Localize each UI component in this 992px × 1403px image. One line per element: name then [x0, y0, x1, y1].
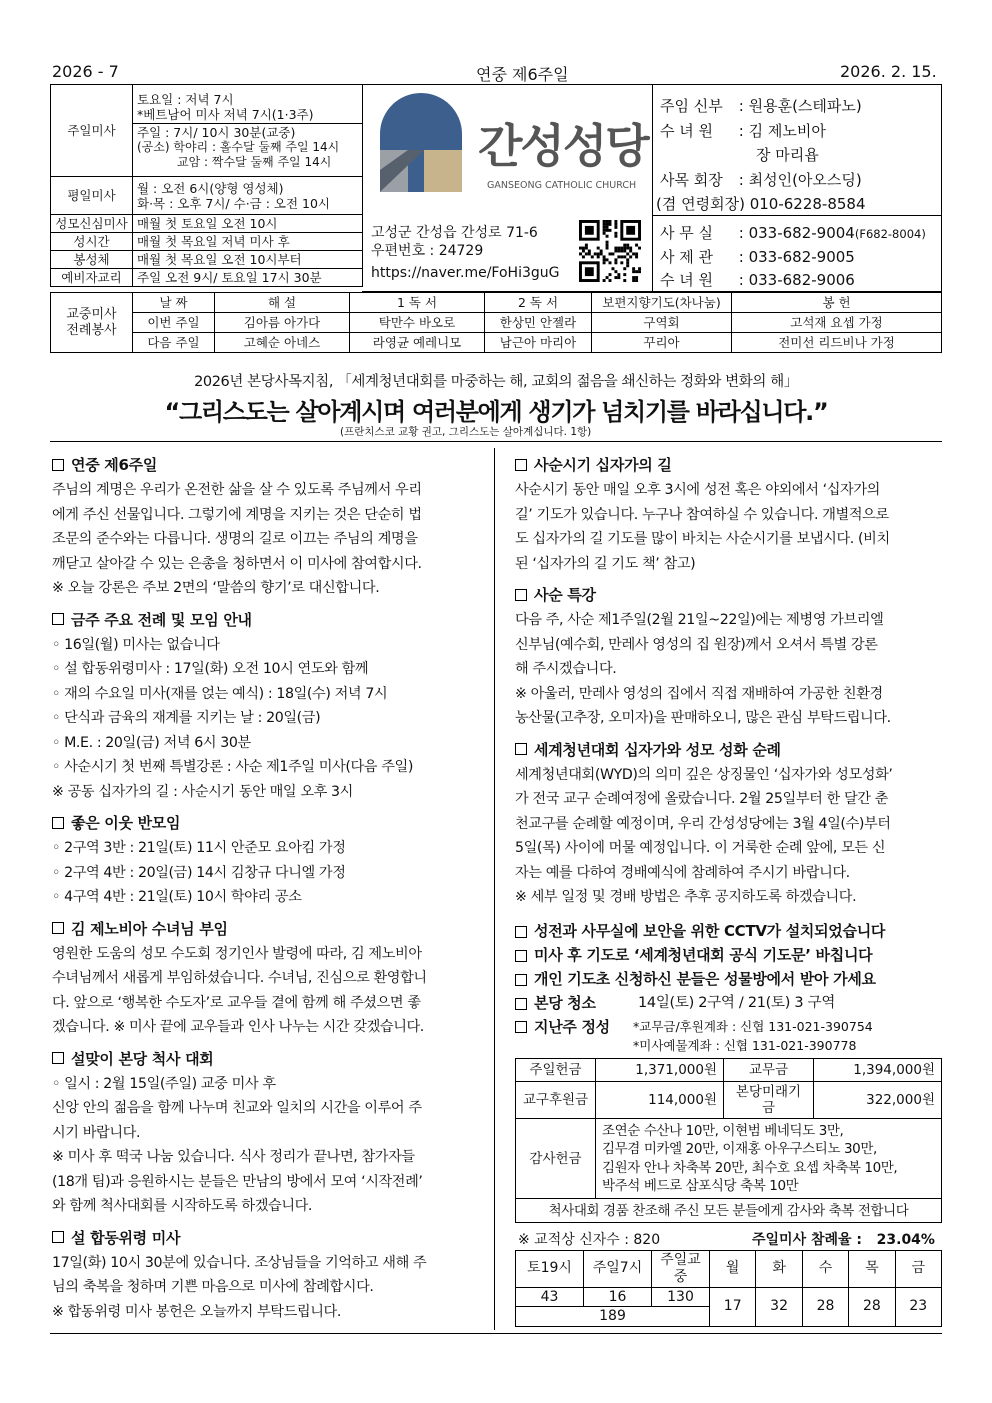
thanks-line: 조연순 수산나 10만, 이현범 베네딕도 3만, [602, 1122, 844, 1139]
qr-module [617, 276, 620, 279]
schedule-line: 월 : 오전 6시(양형 영성체) [137, 180, 284, 196]
checkbox-icon [515, 926, 527, 938]
staff-row: 주임 신부 : 원용훈(스테파노) [660, 97, 862, 115]
liturgy-header: 1 독 서 [350, 293, 485, 313]
body-line: 깨닫고 살아갈 수 있는 은총을 청하면서 이 미사에 참여합시다. [52, 555, 422, 572]
body-line: 겠습니다. ※ 미사 끝에 교우들과 인사 나누는 시간 갖겠습니다. [52, 1019, 424, 1035]
qr-module [614, 261, 617, 264]
liturgy-header: 보편지향기도(차나눔) [592, 293, 732, 313]
account-line: *교무금/후원계좌 : 신협 131-021-390754 [633, 1019, 873, 1034]
offering-cell: 322,000원 [814, 1082, 942, 1119]
notice-section [52, 918, 486, 1040]
attendance-value: 23 [895, 1287, 941, 1327]
qr-module [638, 247, 641, 250]
body-line: 자는 예를 다하여 경배예식에 참례하여 주시기 바랍니다. [515, 864, 850, 881]
schedule-line: 교암 : 짝수달 둘째 주일 14시 [177, 154, 332, 169]
body-line: 님의 축복을 청하며 기쁜 마음으로 미사에 참례합시다. [52, 1279, 374, 1295]
qr-module [600, 252, 603, 255]
qr-module [606, 258, 609, 261]
thanks-line: 박주석 베드로 삼포식당 축복 10만 [602, 1178, 799, 1195]
qr-module [626, 247, 629, 250]
body-line: ◦ 2구역 3반 : 21일(토) 11시 안준모 요아킴 가정 [52, 840, 346, 856]
attendance-value: 43 [516, 1287, 584, 1307]
body-line: 농산물(고추장, 오미자)을 판매하오니, 많은 관심 부탁드립니다. [515, 710, 891, 726]
body-line: 해 주시겠습니다. [515, 661, 617, 677]
qr-module [606, 244, 609, 247]
attendance-header: 토19시 [516, 1251, 584, 1288]
qr-module [609, 273, 612, 276]
cleaning-notice: 본당 청소 14일(토) 2구역 / 21(토) 3 구역 [515, 992, 942, 1015]
body-line: 다음 주, 사순 제1주일(2월 21일~22일)에는 제병영 가브리엘 [515, 612, 884, 628]
notice-item: 성전과 사무실에 보안을 위한 CCTV가 설치되었습니다 [515, 920, 942, 943]
attendance-value: 28 [802, 1287, 848, 1327]
body-line: 사순시기 동안 매일 오후 3시에 성전 혹은 야외에서 ‘십자가의 [515, 482, 880, 498]
thanks-line: 김원자 안나 차축복 20만, 최수호 요셉 차축복 10만, [602, 1159, 898, 1176]
qr-module [620, 255, 623, 258]
qr-module [614, 235, 617, 238]
body-line: 17일(화) 10시 30분에 있습니다. 조상님들을 기억하고 새해 주 [52, 1254, 427, 1271]
section-title: 사순시기 십자가의 길 [515, 454, 942, 475]
section-title: 김 제노비아 수녀님 부임 [52, 918, 486, 939]
qr-module [623, 247, 626, 250]
liturgy-cell: 라영균 예레니모 [350, 333, 485, 353]
qr-module [617, 250, 620, 253]
qr-module [629, 250, 632, 253]
qr-module [582, 255, 585, 258]
contact-row: 사 제 관 : 033-682-9005 [660, 248, 855, 266]
attendance-header: 주일교중 [652, 1251, 710, 1288]
qr-module [594, 252, 597, 255]
body-line: 에게 주신 선물입니다. 그렇기에 계명을 지키는 것은 단순히 법 [52, 506, 422, 523]
checkbox-icon [52, 1231, 64, 1243]
offering-cell: 1,371,000원 [596, 1059, 724, 1082]
schedule-label: 봉성체 [51, 251, 133, 269]
checkbox-icon [515, 998, 527, 1010]
church-url: https://naver.me/FoHi3guG [371, 265, 560, 281]
qr-module [606, 247, 609, 250]
notice-section [52, 1227, 486, 1325]
attendance-header: 월 [710, 1251, 756, 1288]
qr-module [609, 223, 612, 226]
qr-module [597, 255, 600, 258]
qr-module [609, 261, 612, 264]
qr-module [603, 279, 606, 282]
qr-module [606, 276, 609, 279]
liturgy-cell: 이번 주일 [133, 313, 215, 333]
qr-module [632, 252, 635, 255]
sunday-total: 189 [516, 1307, 710, 1327]
qr-module [585, 247, 588, 250]
liturgy-header: 봉 헌 [732, 293, 942, 313]
attendance-value: 130 [652, 1287, 710, 1307]
attendance-value: 28 [849, 1287, 895, 1327]
qr-module [614, 250, 617, 253]
staff-row: 사목 회장 : 최성인(아오스딩) [660, 170, 862, 189]
attendance-header: 목 [849, 1251, 895, 1288]
schedule-label: 예비자교리 [51, 269, 133, 287]
week-title: 연중 제6주일 [476, 65, 569, 84]
qr-module [623, 250, 626, 253]
liturgy-cell: 김아름 아가다 [215, 313, 350, 333]
notice-item: 미사 후 기도로 ‘세계청년대회 공식 기도문’ 바칩니다 [515, 944, 942, 967]
qr-module [635, 252, 638, 255]
body-line: ※ 미사 후 떡국 나눔 있습니다. 식사 정리가 끝나면, 참가자들 [52, 1149, 415, 1165]
qr-code [579, 220, 641, 282]
qr-module [626, 252, 629, 255]
qr-module [614, 223, 617, 226]
body-line: 신앙 안의 젊음을 함께 나누며 친교와 일치의 시간을 이루어 주 [52, 1100, 422, 1116]
qr-module [606, 223, 609, 226]
qr-module [626, 226, 635, 235]
liturgy-cell: 남근아 마리아 [485, 333, 592, 353]
qr-module [603, 220, 606, 223]
left-column [52, 454, 486, 1332]
qr-module [606, 226, 609, 229]
body-line: 가 전국 교구 순례여정에 올랐습니다. 2월 25일부터 한 달간 춘 [515, 791, 888, 807]
qr-module [603, 255, 606, 258]
qr-module [582, 247, 585, 250]
schedule-line: 매월 첫 목요일 오전 10시부터 [133, 251, 363, 269]
offering-cell: 1,394,000원 [814, 1059, 942, 1082]
notice-section [515, 454, 942, 576]
qr-module [626, 244, 629, 247]
qr-module [614, 276, 617, 279]
liturgy-label: 교중미사 전례봉사 [51, 293, 133, 353]
attendance-header: 화 [756, 1251, 802, 1288]
issue-number: 2026 - 7 [52, 62, 119, 81]
body-line: ※ 합동위령 미사 봉헌은 오늘까지 부탁드립니다. [52, 1303, 341, 1320]
schedule-line: 주일 : 7시/ 10시 30분(교중) [137, 125, 296, 141]
qr-module [638, 267, 641, 270]
offering-cell: 본당미래기금 [724, 1082, 814, 1119]
qr-module [623, 273, 626, 276]
body-line: ※ 오늘 강론은 주보 2면의 ‘말씀의 향기’로 대신합니다. [52, 580, 380, 596]
schedule-line: 화·목 : 오후 7시/ 수·금 : 오전 10시 [137, 195, 331, 211]
contact-list [660, 222, 926, 292]
top-rule [50, 441, 942, 442]
body-line: ◦ 16일(월) 미사는 없습니다 [52, 636, 220, 653]
body-line: 영원한 도움의 성모 수도회 정기인사 발령에 따라, 김 제노비아 [52, 945, 422, 962]
qr-module [617, 247, 620, 250]
qr-module [597, 247, 600, 250]
offering-cell: 교구후원금 [516, 1082, 596, 1119]
checkbox-icon [52, 922, 64, 934]
checkbox-icon [515, 743, 527, 755]
checkbox-icon [515, 950, 527, 962]
qr-module [585, 244, 588, 247]
body-line: 다. 앞으로 ‘행복한 수도자’로 교우들 곁에 함께 해 주셨으면 좋 [52, 994, 421, 1011]
liturgy-cell: 꾸리아 [592, 333, 732, 353]
body-line: ◦ 단식과 금육의 재계를 지키는 날 : 20일(금) [52, 710, 321, 726]
logo-tan-block [424, 150, 462, 192]
offering-cell: 114,000원 [596, 1082, 724, 1119]
checkbox-icon [52, 613, 64, 625]
bottom-rule [50, 1333, 942, 1334]
body-line: 신부님(예수회, 만레사 영성의 집 원장)께서 오셔서 특별 강론 [515, 636, 878, 653]
body-line: 와 함께 척사대회를 시작하도록 하겠습니다. [52, 1198, 313, 1214]
qr-module [635, 270, 638, 273]
body-line: ※ 아울러, 만레사 영성의 집에서 직접 재배하여 가공한 친환경 [515, 685, 883, 702]
right-column [515, 454, 942, 918]
body-line: 5일(목) 사이에 머물 예정입니다. 이 거룩한 순례 앞에, 모든 신 [515, 840, 886, 856]
schedule-line: (공소) 학야리 : 홀수달 둘째 주일 14시 [137, 140, 340, 155]
body-line: ◦ 일시 : 2월 15일(주일) 교중 미사 후 [52, 1075, 276, 1092]
staff-row: 수 녀 원 : 김 제노비아 [660, 121, 826, 140]
qr-module [606, 220, 609, 223]
schedule-table [50, 84, 363, 287]
offering-cell: 교무금 [724, 1059, 814, 1082]
qr-module [611, 252, 614, 255]
body-line: 도 십자가의 길 기도를 많이 바치는 사순시기를 보냅시다. (비치 [515, 531, 890, 547]
staff-list [656, 94, 866, 217]
qr-module [609, 229, 612, 232]
liturgy-cell: 한상민 안젤라 [485, 313, 592, 333]
qr-module [579, 252, 582, 255]
offering-cell: 주일헌금 [516, 1059, 596, 1082]
theme-quote: “그리스도는 살아계시며 여러분에게 생기가 넘치기를 바라십니다.” [164, 398, 828, 426]
thanks-label: 감사헌금 [516, 1119, 596, 1199]
qr-module [629, 255, 632, 258]
qr-module [611, 267, 614, 270]
body-line: 천교구를 순례할 예정이며, 우리 간성성당에는 3월 4일(수)부터 [515, 815, 891, 832]
liturgy-header: 날 짜 [133, 293, 215, 313]
qr-module [603, 226, 606, 229]
checkbox-icon [515, 589, 527, 601]
attendance-value: 16 [584, 1287, 652, 1307]
body-line: 수녀님께서 새롭게 부임하셨습니다. 수녀님, 진심으로 환영합니 [52, 970, 427, 986]
qr-module [588, 250, 591, 253]
schedule-line: 매월 첫 토요일 오전 10시 [133, 215, 363, 233]
qr-module [629, 247, 632, 250]
schedule-label: 성모신심미사 [51, 215, 133, 233]
liturgy-cell: 고석재 요셉 가정 [732, 313, 942, 333]
qr-module [609, 252, 612, 255]
contact-row: 수 녀 원 : 033-682-9006 [660, 271, 855, 289]
notices [515, 920, 942, 1055]
qr-module [626, 264, 629, 267]
qr-module [606, 235, 609, 238]
body-line: ◦ 재의 수요일 미사(재를 얹는 예식) : 18일(수) 저녁 7시 [52, 685, 388, 702]
notice-section [52, 812, 486, 910]
pastoral-policy: 2026년 본당사목지침, 「세계청년대회를 마중하는 해, 교회의 젊음을 쇄신하는 정화와 변화의 해」 [194, 374, 798, 390]
body-line: 조문의 준수와는 다릅니다. 생명의 길로 이끄는 주님의 계명을 [52, 531, 418, 547]
body-line: 세계청년대회(WYD)의 의미 깊은 상징물인 ‘십자가와 성모성화’ [515, 766, 893, 783]
checkbox-icon [515, 459, 527, 471]
qr-module [635, 276, 638, 279]
checkbox-icon [52, 817, 64, 829]
attendance-rate: 주일미사 참례율 : 23.04% [752, 1232, 935, 1248]
checkbox-icon [515, 974, 527, 986]
section-title: 금주 주요 전례 및 모임 안내 [52, 609, 486, 630]
section-title: 설맞이 본당 척사 대회 [52, 1048, 486, 1069]
notice-section [52, 609, 486, 805]
qr-module [609, 220, 612, 223]
schedule-label: 주일미사 [51, 85, 133, 177]
qr-module [591, 255, 594, 258]
offering-footer: 척사대회 경품 찬조해 주신 모든 분들에게 감사와 축복 전합니다 [516, 1199, 942, 1223]
church-logo [378, 92, 464, 194]
attendance-table [515, 1250, 942, 1327]
liturgy-header: 해 설 [215, 293, 350, 313]
attendance-value: 17 [710, 1287, 756, 1327]
notice-section [52, 1048, 486, 1219]
checkbox-icon [52, 459, 64, 471]
qr-module [620, 250, 623, 253]
staff-row: (겸 연령회장) 010-6228-8584 [656, 195, 866, 213]
attendance-header: 주일7시 [584, 1251, 652, 1288]
qr-module [603, 261, 606, 264]
body-line: ◦ 사순시기 첫 번째 특별강론 : 사순 제1주일 미사(다음 주일) [52, 759, 413, 775]
quote-source: (프란치스코 교황 권고, 그리스도는 살아계십니다. 1항) [340, 426, 592, 438]
qr-module [632, 279, 635, 282]
checkbox-icon [515, 1021, 527, 1033]
section-title: 연중 제6주일 [52, 454, 486, 475]
qr-module [626, 261, 629, 264]
qr-module [579, 247, 582, 250]
church-postcode: 우편번호 : 24729 [371, 243, 484, 259]
checkbox-icon [52, 1052, 64, 1064]
qr-module [623, 267, 626, 270]
qr-module [603, 229, 606, 232]
notice-section [515, 584, 942, 731]
staff-row: 장 마리욥 [756, 146, 819, 164]
offering-title: 지난주 정성 [515, 1016, 633, 1038]
qr-module [626, 258, 629, 261]
qr-module [623, 244, 626, 247]
liturgy-cell: 전미선 리드비나 가정 [732, 333, 942, 353]
church-name: 간성성당 [478, 119, 648, 173]
body-line: (18개 팀)과 응원하시는 분들은 만남의 방에서 모여 ‘시작전례’ [52, 1173, 423, 1190]
qr-module [597, 252, 600, 255]
qr-module [603, 232, 606, 235]
body-line: ※ 세부 일정 및 경배 방법은 추후 공지하도록 하겠습니다. [515, 889, 857, 905]
body-line: ◦ M.E. : 20일(금) 저녁 6시 30분 [52, 734, 251, 751]
qr-module [623, 255, 626, 258]
qr-module [632, 267, 635, 270]
liturgy-table [50, 292, 942, 353]
attendance-value: 32 [756, 1287, 802, 1327]
notice-section [515, 739, 942, 910]
qr-module [585, 252, 588, 255]
body-line: 시기 바랍니다. [52, 1124, 141, 1141]
section-title: 설 합동위령 미사 [52, 1227, 486, 1248]
section-title: 좋은 이웃 반모임 [52, 812, 486, 833]
schedule-line: 토요일 : 저녁 7시 [137, 92, 234, 108]
qr-module [582, 250, 585, 253]
section-title: 세계청년대회 십자가와 성모 성화 순례 [515, 739, 942, 760]
qr-module [635, 255, 638, 258]
divider [652, 84, 653, 292]
account-line: *미사예물계좌 : 신협 131-021-390778 [633, 1037, 857, 1053]
qr-module [606, 241, 609, 244]
qr-module [614, 247, 617, 250]
qr-module [635, 279, 638, 282]
contact-row: 사 무 실 : 033-682-9004(F682-8004) [660, 224, 926, 242]
liturgy-cell: 구역회 [592, 313, 732, 333]
qr-module [632, 270, 635, 273]
bulletin-date: 2026. 2. 15. [840, 62, 937, 81]
church-name-en: GANSEONG CATHOLIC CHURCH [487, 180, 637, 191]
body-line: 주님의 계명은 우리가 온전한 삶을 살 수 있도록 주님께서 우리 [52, 482, 422, 498]
schedule-line: *베트남어 미사 저녁 7시(1·3주) [137, 107, 314, 123]
qr-module [632, 276, 635, 279]
registered-count: ※ 교적상 신자수 : 820 [518, 1232, 661, 1248]
qr-module [614, 220, 617, 223]
qr-module [614, 258, 617, 261]
qr-module [620, 261, 623, 264]
liturgy-cell: 고혜순 아네스 [215, 333, 350, 353]
qr-module [623, 279, 626, 282]
attendance-header: 수 [802, 1251, 848, 1288]
offering-header [515, 1016, 942, 1055]
liturgy-header: 2 독 서 [485, 293, 592, 313]
schedule-line: 주일 오전 9시/ 토요일 17시 30분 [133, 269, 363, 287]
notice-item: 개인 기도초 신청하신 분들은 성물방에서 받아 가세요 [515, 968, 942, 991]
qr-module [585, 267, 594, 276]
church-address: 고성군 간성읍 간성로 71-6 [371, 225, 538, 241]
offering-table [515, 1058, 942, 1223]
body-line: ◦ 4구역 4반 : 21일(토) 10시 학야리 공소 [52, 889, 302, 905]
qr-module [620, 247, 623, 250]
qr-module [617, 255, 620, 258]
qr-module [600, 250, 603, 253]
schedule-label: 성시간 [51, 233, 133, 251]
qr-module [603, 223, 606, 226]
section-title: 사순 특강 [515, 584, 942, 605]
schedule-line: 매월 첫 목요일 저녁 미사 후 [133, 233, 363, 251]
body-line: ◦ 설 합동위령미사 : 17일(화) 오전 10시 연도와 함께 [52, 661, 369, 677]
liturgy-cell: 탁만수 바오로 [350, 313, 485, 333]
attendance-header: 금 [895, 1251, 941, 1288]
qr-module [588, 252, 591, 255]
body-line: ◦ 2구역 4반 : 20일(금) 14시 김창규 다니엘 가정 [52, 864, 346, 881]
body-line: 길’ 기도가 있습니다. 누구나 참여하실 수 있습니다. 개별적으로 [515, 506, 889, 523]
notice-section [52, 454, 486, 601]
qr-module [617, 273, 620, 276]
qr-module [606, 229, 609, 232]
qr-module [638, 270, 641, 273]
qr-module [635, 244, 638, 247]
qr-module [585, 226, 594, 235]
qr-module [603, 258, 606, 261]
body-line: 된 ‘십자가의 길 기도 책’ 참고) [515, 555, 696, 572]
qr-module [614, 270, 617, 273]
body-line: ※ 공동 십자가의 길 : 사순시기 동안 매일 오후 3시 [52, 783, 353, 800]
column-divider [494, 448, 495, 1330]
qr-module [614, 232, 617, 235]
thanks-line: 김무겸 미카엘 20만, 이재홍 아우구스티노 30만, [602, 1141, 877, 1158]
schedule-label: 평일미사 [51, 177, 133, 215]
qr-module [609, 279, 612, 282]
liturgy-cell: 다음 주일 [133, 333, 215, 353]
qr-module [614, 226, 617, 229]
